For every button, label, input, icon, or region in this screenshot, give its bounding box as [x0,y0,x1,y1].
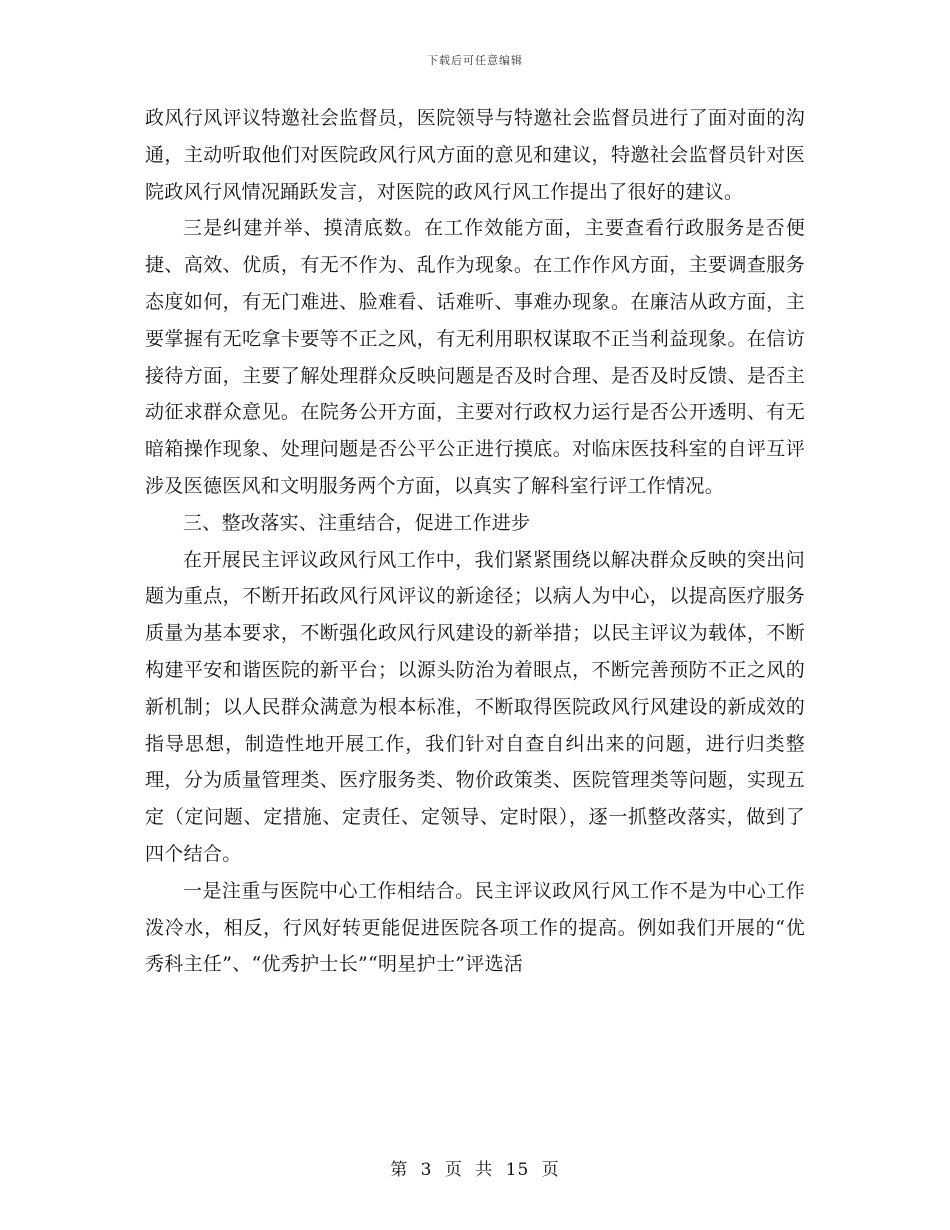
paragraph-point-three: 三是纠建并举、摸清底数。在工作效能方面，主要查看行政服务是否便捷、高效、优质，有无不作为、乱作为现象。在工作作风方面，主要调查服务态度如何，有无门难进、脸难看、话难听、事难办现象。在廉洁从政方面，主要掌握有无吃拿卡要等不正之风，有无利用职权谋取不正当利益现象。在信访接待方面，主要了解处理群众反映问题是否及时合理、是否及时反馈、是否主动征求群众意见。在院务公开方面，主要对行政权力运行是否公开透明、有无暗箱操作现象、处理问题是否公平公正进行摸底。对临床医技科室的自评互评涉及医德医风和文明服务两个方面，以真实了解科室行评工作情况。 [145,217,805,497]
paragraph-point-one: 一是注重与医院中心工作相结合。民主评议政风行风工作不是为中心工作泼冷水，相反，行风好转更能促进医院各项工作的提高。例如我们开展的“优秀科主任”、“优秀护士长”“明星护士”评选活 [145,879,805,976]
page-number-footer: 第 3 页 共 15 页 [390,1160,560,1180]
paragraph-continuation: 政风行风评议特邀社会监督员，医院领导与特邀社会监督员进行了面对面的沟通，主动听取他们对医院政风行风方面的意见和建议，特邀社会监督员针对医院政风行风情况踊跃发言，对医院的政风行风工作提出了很好的建议。 [145,107,805,203]
document-body [145,100,805,983]
section-heading: 三、整改落实、注重结合，促进工作进步 [183,511,531,534]
paragraph-rectification: 在开展民主评议政风行风工作中，我们紧紧围绕以解决群众反映的突出问题为重点，不断开拓政风行风评议的新途径；以病人为中心，以提高医疗服务质量为基本要求，不断强化政风行风建设的新举措；以民主评议为载体，不断构建平安和谐医院的新平台；以源头防治为着眼点，不断完善预防不正之风的新机制；以人民群众满意为根本标准，不断取得医院政风行风建设的新成效的指导思想，制造性地开展工作，我们针对自查自纠出来的问题，进行归类整理，分为质量管理类、医疗服务类、物价政策类、医院管理类等问题，实现五定（定问题、定措施、定责任、定领导、定时限），逐一抓整改落实，做到了四个结合。 [145,548,805,865]
page-header: 下载后可任意编辑 [427,54,523,67]
